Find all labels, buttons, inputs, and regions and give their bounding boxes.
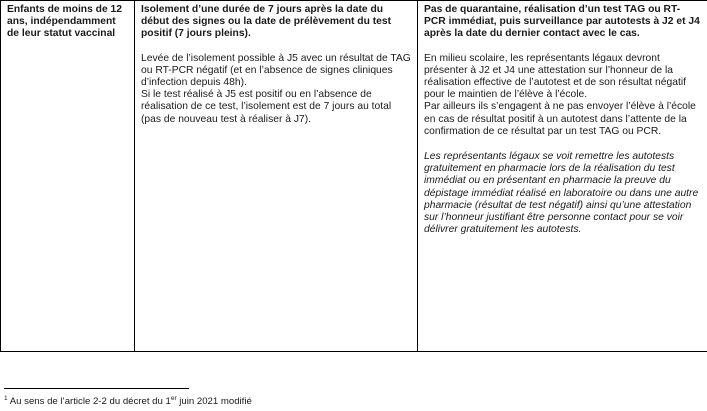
isolation-heading: Isolement d’une durée de 7 jours après la date du début des signes ou la date de prélèvement du test positif (7 jours pleins).: [141, 4, 392, 40]
table-row: [1, 1, 707, 352]
contact-paragraph-2: Par ailleurs ils s’engagent à ne pas envoyer l’élève à l’école en cas de résultat positif à un autotest dans l’attente de la confirmation de ce résultat par un test TAG ou PCR.: [424, 101, 696, 137]
footnote-ordinal: er: [170, 395, 177, 402]
contact-cell: [418, 1, 707, 352]
population-cell: [1, 1, 135, 352]
isolation-cell: [135, 1, 418, 352]
footnote-separator: [4, 388, 189, 389]
population-heading: Enfants de moins de 12 ans, indépendamment de leur statut vaccinal: [7, 4, 123, 40]
isolation-paragraph-1: Levée de l’isolement possible à J5 avec un résultat de TAG ou RT-PCR négatif (et en l’absence de signes cliniques d’infection depuis 48h).: [141, 52, 411, 89]
footnote-text-before: Au sens de l’article 2-2 du décret du 1: [7, 396, 171, 407]
contact-paragraph-1: En milieu scolaire, les représentants légaux devront présenter à J2 et J4 une attestation sur l’honneur de la réalisation effective de l’autotest et de son résultat négatif pour le maintien de l’élève à l’école.: [424, 52, 686, 101]
footnote-marker: 1: [4, 395, 8, 402]
isolation-paragraph-2: Si le test réalisé à J5 est positif ou en l’absence de réalisation de ce test, l’isolement est de 7 jours au total (pas de nouveau test à réaliser à J7).: [141, 89, 392, 125]
contact-heading: Pas de quarantaine, réalisation d’un test TAG ou RT-PCR immédiat, puis surveillance par autotests à J2 et J4 après la date du dernier contact avec le cas.: [424, 4, 700, 40]
footnote-text-after: juin 2021 modifié: [176, 396, 252, 407]
contact-paragraph-3: Les représentants légaux se voit remettre les autotests gratuitement en pharmacie lors de la réalisation du test immédiat ou en présentant en pharmacie la preuve du dépistage immédiat réalisé en laboratoire ou dans une autre pharmacie (résultat de test négatif) ainsi qu’une attestation sur l’honneur justifiant être personne contact pour se voir délivrer gratuitement les autotests.: [424, 151, 699, 236]
footnote: [4, 396, 252, 407]
